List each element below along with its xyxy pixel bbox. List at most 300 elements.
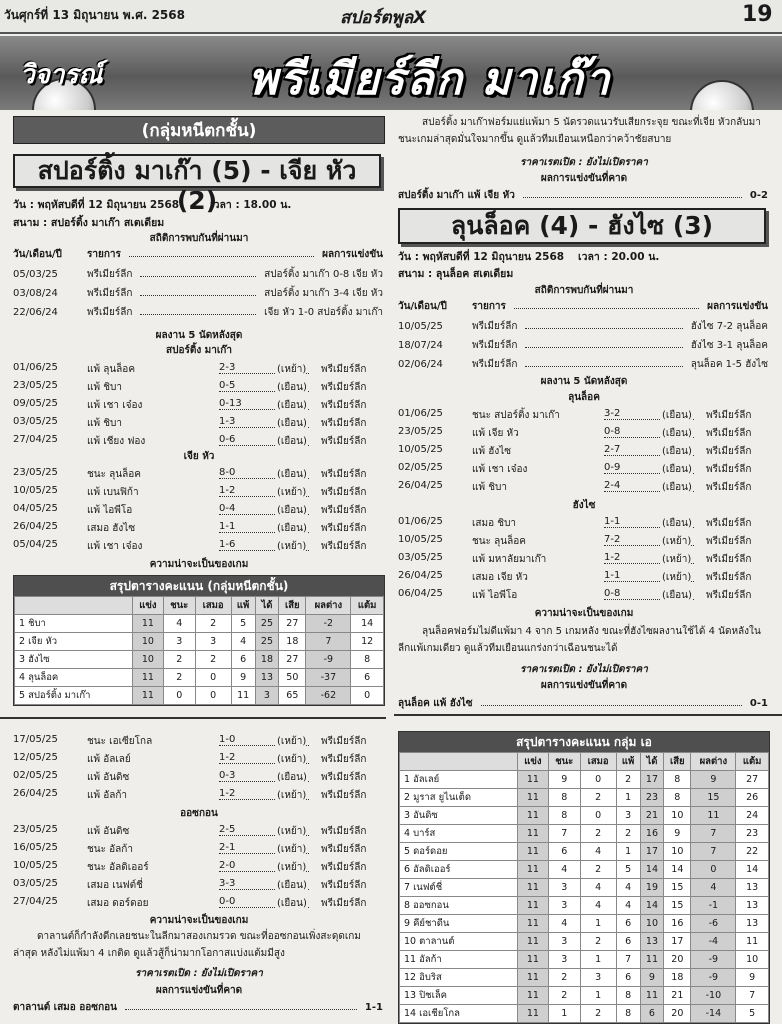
form-date: 10/05/25 xyxy=(398,444,443,455)
form-comp: พรีเมียร์ลีก xyxy=(706,590,752,601)
stat-cell: 0 xyxy=(691,861,736,879)
stat-cell: 10 xyxy=(640,915,664,933)
stat-cell: 12 xyxy=(351,633,384,651)
stat-cell: 1 xyxy=(580,987,616,1005)
form-opponent: แพ้ อันดิซ xyxy=(87,826,130,837)
form-comp: พรีเมียร์ลีก xyxy=(706,536,752,547)
stat-cell: 25 xyxy=(255,633,279,651)
form-date: 23/05/25 xyxy=(398,426,443,437)
form-venue: (เยือน) xyxy=(662,590,692,601)
team-cell: 4 บาร์ส xyxy=(400,825,518,843)
form-opponent: เสมอ ดอร์ดอย xyxy=(87,898,149,909)
column-header: แข่ง xyxy=(133,597,164,615)
intro-text: สปอร์ติ้ง มาเก๊าฟอร์มแย่แพ้มา 5 นัดรวดแนวรับเสียกระจุย ขณะที่เจีย หัวกลับมาชนะเกมล่าสุดมั่นใจมากขึ้น ดูแล้วทีมเยือนเหนือกว่าคว้าชัยสบาย xyxy=(398,117,761,145)
form-venue: (เยือน) xyxy=(277,772,307,783)
stat-cell: 2 xyxy=(163,669,195,687)
form-score: 0-9 xyxy=(604,462,694,474)
standings-relegation xyxy=(13,575,385,706)
stat-cell: 20 xyxy=(664,951,691,969)
stat-cell: 25 xyxy=(255,615,279,633)
h2h-title: สถิติการพบกันที่ผ่านมา xyxy=(149,233,249,244)
form-venue: (เยือน) xyxy=(277,898,307,909)
form-score: 2-4 xyxy=(604,480,694,492)
form-opponent: แพ้ ชิบา xyxy=(472,482,507,493)
header-comp: รายการ xyxy=(472,301,506,312)
stat-cell: 8 xyxy=(616,987,640,1005)
form-comp: พรีเมียร์ลีก xyxy=(321,505,367,516)
stat-cell: 2 xyxy=(580,1005,616,1023)
h2h-result: ลุนล็อค 1-5 ฮังไซ xyxy=(690,359,768,370)
form-score: 1-3 xyxy=(219,416,309,428)
form-comp: พรีเมียร์ลีก xyxy=(321,844,367,855)
form-comp: พรีเมียร์ลีก xyxy=(321,790,367,801)
form-venue: (เหย้า) xyxy=(277,862,307,873)
stat-cell: 2 xyxy=(548,969,580,987)
form-score: 1-2 xyxy=(604,552,694,564)
h2h-date: 05/03/25 xyxy=(13,269,58,280)
team-cell: 3 อันดิซ xyxy=(400,807,518,825)
table-row xyxy=(400,789,769,807)
stat-cell: 8 xyxy=(548,807,580,825)
lower-prediction xyxy=(13,1000,383,1015)
h2h-result: ฮังไซ 7-2 ลุนล็อค xyxy=(690,321,768,332)
form-comp: พรีเมียร์ลีก xyxy=(321,862,367,873)
stat-cell: 2 xyxy=(548,987,580,1005)
form-date: 12/05/25 xyxy=(13,752,58,763)
stat-cell: 11 xyxy=(736,933,769,951)
form-date: 03/05/25 xyxy=(13,878,58,889)
h2h-leader xyxy=(140,276,256,277)
team-cell: 11 อัลก้า xyxy=(400,951,518,969)
form-venue: (เยือน) xyxy=(277,418,307,429)
header-result: ผลการแข่งขัน xyxy=(707,301,768,312)
form-date: 01/06/25 xyxy=(398,408,443,419)
stat-cell: 27 xyxy=(279,651,306,669)
team-cell: 6 อัลดิเออร์ xyxy=(400,861,518,879)
form-venue: (เหย้า) xyxy=(277,541,307,552)
stat-cell: 11 xyxy=(231,687,255,705)
form-venue: (เยือน) xyxy=(662,518,692,529)
stat-cell: 1 xyxy=(616,843,640,861)
prediction-2 xyxy=(398,696,768,711)
stat-cell: 3 xyxy=(255,687,279,705)
match-time: เวลา : 18.00 น. xyxy=(210,199,292,211)
form-score: 3-3 xyxy=(219,878,309,890)
h2h-leader xyxy=(525,328,682,329)
team-cell: 5 สปอร์ติ้ง มาเก๊า xyxy=(15,687,133,705)
stat-cell: 24 xyxy=(736,807,769,825)
stat-cell: 65 xyxy=(279,687,306,705)
stat-cell: 11 xyxy=(518,771,549,789)
stat-cell: 3 xyxy=(195,633,231,651)
group-label: (กลุ่มหนีตกชั้น) xyxy=(13,116,385,144)
stat-cell: 15 xyxy=(691,789,736,807)
form-comp: พรีเมียร์ลีก xyxy=(321,487,367,498)
stat-cell: 6 xyxy=(231,651,255,669)
stat-cell: 10 xyxy=(664,843,691,861)
stat-cell: 27 xyxy=(279,615,306,633)
form-comp: พรีเมียร์ลีก xyxy=(706,446,752,457)
form-comp: พรีเมียร์ลีก xyxy=(706,518,752,529)
column-header xyxy=(15,597,133,615)
team-cell: 3 ฮังไซ xyxy=(15,651,133,669)
header-leader xyxy=(129,256,314,257)
form-comp: พรีเมียร์ลีก xyxy=(321,880,367,891)
form-opponent: แพ้ เชา เจ๋อง xyxy=(87,541,143,552)
stat-cell: 13 xyxy=(640,933,664,951)
odds-2: ราคาเรตเปิด : ยังไม่เปิดราคา xyxy=(520,664,648,675)
issue-date: วันศุกร์ที่ 13 มิถุนายน พ.ศ. 2568 xyxy=(4,8,185,22)
form-score: 2-3 xyxy=(219,362,309,374)
stat-cell: 11 xyxy=(518,861,549,879)
standings-caption: สรุปตารางคะแนน กลุ่ม เอ xyxy=(399,732,769,752)
stat-cell: 50 xyxy=(279,669,306,687)
form-venue: (เยือน) xyxy=(277,436,307,447)
form-date: 01/06/25 xyxy=(398,516,443,527)
team-cell: 1 อัลเลย์ xyxy=(400,771,518,789)
stat-cell: 4 xyxy=(616,897,640,915)
table-row xyxy=(400,915,769,933)
lower-odds: ราคาเรตเปิด : ยังไม่เปิดราคา xyxy=(135,968,263,979)
h2h-comp: พรีเมียร์ลีก xyxy=(87,307,133,318)
form-venue: (เยือน) xyxy=(662,410,692,421)
form-comp: พรีเมียร์ลีก xyxy=(706,464,752,475)
table-row xyxy=(400,933,769,951)
column-header: เสมอ xyxy=(580,753,616,771)
brand-logo: สปอร์ตพูลX xyxy=(340,8,427,28)
form-date: 17/05/25 xyxy=(13,734,58,745)
stat-cell: -1 xyxy=(691,897,736,915)
prediction-1 xyxy=(398,188,768,203)
stat-cell: 15 xyxy=(664,879,691,897)
stat-cell: 2 xyxy=(195,615,231,633)
match2-time: เวลา : 20.00 น. xyxy=(578,251,660,263)
stat-cell: 0 xyxy=(580,807,616,825)
stat-cell: 2 xyxy=(616,825,640,843)
r-prob-text: ลุนล็อคฟอร์มไม่ดีแพ้มา 4 จาก 5 เกมหลัง ขณะที่ฮังไซผลงานใช้ได้ 4 นัดหลังในลีกแพ้เกมเดียว ดูแล้วทีมเยือนแกร่งกว่าเฉือนชนะได้ xyxy=(398,626,761,654)
h2h-leader xyxy=(525,347,682,348)
form-score: 0-13 xyxy=(219,398,309,410)
form-comp: พรีเมียร์ลีก xyxy=(321,469,367,480)
team-cell: 7 เนฟต์ชี่ xyxy=(400,879,518,897)
form-comp: พรีเมียร์ลีก xyxy=(321,382,367,393)
prediction-score: 0-1 xyxy=(749,698,768,709)
form-opponent: ชนะ อัลก้า xyxy=(87,844,133,855)
form-date: 05/04/25 xyxy=(13,539,58,550)
table-row xyxy=(400,951,769,969)
stat-cell: 9 xyxy=(691,771,736,789)
form-date: 26/04/25 xyxy=(398,480,443,491)
stat-cell: 11 xyxy=(518,969,549,987)
form-score: 0-6 xyxy=(219,434,309,446)
stat-cell: 16 xyxy=(664,915,691,933)
stat-cell: 3 xyxy=(548,879,580,897)
stat-cell: -6 xyxy=(691,915,736,933)
stat-cell: 19 xyxy=(640,879,664,897)
pred-title-2: ผลการแข่งขันที่คาด xyxy=(540,680,628,691)
stat-cell: 17 xyxy=(640,843,664,861)
h2h-result: เจีย หัว 1-0 สปอร์ติ้ง มาเก๊า xyxy=(264,307,383,318)
stat-cell: 13 xyxy=(736,879,769,897)
stat-cell: 2 xyxy=(580,861,616,879)
stat-cell: 1 xyxy=(580,951,616,969)
prediction-score: 1-1 xyxy=(364,1002,383,1013)
column-header: เสมอ xyxy=(195,597,231,615)
form-opponent: แพ้ ฮังไซ xyxy=(472,446,512,457)
form-date: 01/06/25 xyxy=(13,362,58,373)
stat-cell: -37 xyxy=(306,669,351,687)
form-comp: พรีเมียร์ลีก xyxy=(706,428,752,439)
stat-cell: 18 xyxy=(279,633,306,651)
form-comp: พรีเมียร์ลีก xyxy=(321,826,367,837)
h2h-comp: พรีเมียร์ลีก xyxy=(87,288,133,299)
form-opponent: แพ้ ไอพีโอ xyxy=(472,590,518,601)
form-opponent: ชนะ ลุนล็อค xyxy=(472,536,526,547)
prob-title: ความน่าจะเป็นของเกม xyxy=(149,559,249,570)
stat-cell: 21 xyxy=(664,987,691,1005)
form-venue: (เยือน) xyxy=(662,428,692,439)
form-score: 0-8 xyxy=(604,588,694,600)
stat-cell: 6 xyxy=(616,969,640,987)
form-opponent: แพ้ อัลก้า xyxy=(87,790,128,801)
form-opponent: ชนะ สปอร์ติ้ง มาเก๊า xyxy=(472,410,560,421)
form-score: 1-1 xyxy=(604,570,694,582)
form-venue: (เหย้า) xyxy=(277,790,307,801)
team-cell: 4 ลุนล็อค xyxy=(15,669,133,687)
form-comp: พรีเมียร์ลีก xyxy=(706,572,752,583)
stat-cell: 9 xyxy=(664,825,691,843)
form-date: 16/05/25 xyxy=(13,842,58,853)
form-opponent: เสมอ เจีย หัว xyxy=(472,572,528,583)
form-venue: (เหย้า) xyxy=(277,826,307,837)
form-date: 26/04/25 xyxy=(13,521,58,532)
stat-cell: 18 xyxy=(255,651,279,669)
stat-cell: 9 xyxy=(736,969,769,987)
form-score: 1-2 xyxy=(219,788,309,800)
form-comp: พรีเมียร์ลีก xyxy=(321,541,367,552)
form-venue: (เหย้า) xyxy=(277,487,307,498)
h2h-leader xyxy=(140,295,256,296)
form-venue: (เยือน) xyxy=(277,400,307,411)
prediction-text: ตาลานต์ เสมอ ออซกอน xyxy=(13,1002,117,1013)
form-venue: (เยือน) xyxy=(662,464,692,475)
h2h-leader xyxy=(525,366,682,367)
table-row xyxy=(400,897,769,915)
stat-cell: 4 xyxy=(580,879,616,897)
stat-cell: 2 xyxy=(163,651,195,669)
form-score: 8-0 xyxy=(219,467,309,479)
team-cell: 1 ชิบา xyxy=(15,615,133,633)
stat-cell: 6 xyxy=(640,1005,664,1023)
stat-cell: 11 xyxy=(640,987,664,1005)
form-comp: พรีเมียร์ลีก xyxy=(706,410,752,421)
column-header: ชนะ xyxy=(163,597,195,615)
lower-prob-title: ความน่าจะเป็นของเกม xyxy=(149,915,249,926)
form-opponent: แพ้ เจีย หัว xyxy=(472,428,519,439)
stat-cell: 4 xyxy=(580,897,616,915)
page-number: 19 xyxy=(742,2,773,27)
match2-venue: สนาม : ลุนล็อค สเตเดียม xyxy=(398,268,514,280)
table-row xyxy=(400,843,769,861)
table-row xyxy=(400,861,769,879)
column-header: แข่ง xyxy=(518,753,549,771)
h2h-date: 18/07/24 xyxy=(398,340,443,351)
stat-cell: 0 xyxy=(195,669,231,687)
form-date: 10/05/25 xyxy=(13,860,58,871)
header-comp: รายการ xyxy=(87,249,121,260)
form-score: 0-8 xyxy=(604,426,694,438)
lower-pred-title: ผลการแข่งขันที่คาด xyxy=(155,985,243,996)
stat-cell: -4 xyxy=(691,933,736,951)
team-cell: 14 เอเชียโกล xyxy=(400,1005,518,1023)
form-opponent: แพ้ เชา เจ๋อง xyxy=(472,464,528,475)
stat-cell: 10 xyxy=(736,951,769,969)
stat-cell: -2 xyxy=(306,615,351,633)
standings-caption: สรุปตารางคะแนน (กลุ่มหนีตกชั้น) xyxy=(14,576,384,596)
form-comp: พรีเมียร์ลีก xyxy=(321,400,367,411)
stat-cell: 4 xyxy=(231,633,255,651)
form-venue: (เยือน) xyxy=(277,523,307,534)
column-header: แพ้ xyxy=(616,753,640,771)
h2h-comp: พรีเมียร์ลีก xyxy=(472,340,518,351)
stat-cell: 4 xyxy=(548,861,580,879)
stat-cell: 0 xyxy=(163,687,195,705)
stat-cell: 11 xyxy=(518,987,549,1005)
stat-cell: 9 xyxy=(548,771,580,789)
h2h-header xyxy=(13,247,383,262)
stat-cell: 27 xyxy=(736,771,769,789)
h2h-row xyxy=(13,286,383,301)
team-cell: 10 ตาลานต์ xyxy=(400,933,518,951)
stat-cell: 13 xyxy=(255,669,279,687)
h2h-result: สปอร์ติ้ง มาเก๊า 3-4 เจีย หัว xyxy=(264,288,383,299)
stat-cell: -9 xyxy=(306,651,351,669)
form-venue: (เยือน) xyxy=(662,482,692,493)
form-opponent: ชนะ เอเซียโกล xyxy=(87,736,153,747)
form-comp: พรีเมียร์ลีก xyxy=(706,482,752,493)
banner-title: พรีเมียร์ลีก มาเก๊า xyxy=(248,54,612,105)
form-score: 1-1 xyxy=(219,521,309,533)
form-title: ผลงาน 5 นัดหลังสุด xyxy=(155,330,243,341)
table-row xyxy=(400,879,769,897)
stat-cell: 4 xyxy=(548,915,580,933)
stat-cell: 11 xyxy=(133,615,164,633)
form-opponent: เสมอ เนฟต์ชี่ xyxy=(87,880,143,891)
table-row xyxy=(15,633,384,651)
stat-cell: 8 xyxy=(616,1005,640,1023)
lower-team2-name: ออซกอน xyxy=(180,808,218,819)
table-row xyxy=(15,615,384,633)
stat-cell: 26 xyxy=(736,789,769,807)
form-date: 06/04/25 xyxy=(398,588,443,599)
form-venue: (เยือน) xyxy=(277,382,307,393)
stat-cell: 14 xyxy=(351,615,384,633)
form-date: 04/05/25 xyxy=(13,503,58,514)
form-opponent: แพ้ ลุนล็อค xyxy=(87,364,136,375)
table-row xyxy=(400,807,769,825)
form-venue: (เหย้า) xyxy=(662,572,692,583)
form-date: 09/05/25 xyxy=(13,398,58,409)
stat-cell: 7 xyxy=(691,843,736,861)
form-comp: พรีเมียร์ลีก xyxy=(321,418,367,429)
h2h-date: 10/05/25 xyxy=(398,321,443,332)
match-venue: สนาม : สปอร์ติ้ง มาเก๊า สเตเดียม xyxy=(13,217,165,229)
form-opponent: แพ้ ชิบา xyxy=(87,418,122,429)
r-prob-title: ความน่าจะเป็นของเกม xyxy=(534,608,634,619)
h2h-leader xyxy=(140,314,256,315)
h2h-result: ฮังไซ 3-1 ลุนล็อค xyxy=(690,340,768,351)
stat-cell: 13 xyxy=(736,915,769,933)
team-cell: 9 คีย์ชาดีน xyxy=(400,915,518,933)
stat-cell: 2 xyxy=(580,933,616,951)
stat-cell: 2 xyxy=(580,789,616,807)
h2h-date: 22/06/24 xyxy=(13,307,58,318)
form-score: 2-7 xyxy=(604,444,694,456)
form-date: 27/04/25 xyxy=(13,434,58,445)
team-cell: 13 ปิชเล็ค xyxy=(400,987,518,1005)
stat-cell: 14 xyxy=(640,897,664,915)
form-opponent: แพ้ เบนฟิก้า xyxy=(87,487,139,498)
h2h-row xyxy=(398,357,768,372)
form-venue: (เหย้า) xyxy=(277,364,307,375)
form-venue: (เหย้า) xyxy=(277,844,307,855)
team-cell: 2 มูราส ยูไนเต็ด xyxy=(400,789,518,807)
match2-date: วัน : พฤหัสบดีที่ 12 มิถุนายน 2568 xyxy=(398,251,565,263)
form-venue: (เยือน) xyxy=(662,446,692,457)
form-score: 0-3 xyxy=(219,770,309,782)
form-date: 10/05/25 xyxy=(398,534,443,545)
stat-cell: 2 xyxy=(580,825,616,843)
form-date: 26/04/25 xyxy=(13,788,58,799)
form-comp: พรีเมียร์ลีก xyxy=(321,436,367,447)
stat-cell: 6 xyxy=(548,843,580,861)
stat-cell: 23 xyxy=(736,825,769,843)
stat-cell: 11 xyxy=(518,897,549,915)
stat-cell: 14 xyxy=(640,861,664,879)
stat-cell: -62 xyxy=(306,687,351,705)
stat-cell: 0 xyxy=(580,771,616,789)
h2h-comp: พรีเมียร์ลีก xyxy=(472,321,518,332)
match-title: สปอร์ติ้ง มาเก๊า (5) - เจีย หัว (2) xyxy=(13,154,381,188)
stat-cell: 9 xyxy=(231,669,255,687)
stat-cell: -9 xyxy=(691,951,736,969)
form-date: 03/05/25 xyxy=(398,552,443,563)
form-opponent: ชนะ ลุนล็อค xyxy=(87,469,141,480)
stat-cell: 10 xyxy=(133,651,164,669)
stat-cell: 4 xyxy=(580,843,616,861)
form-venue: (เยือน) xyxy=(277,880,307,891)
stat-cell: 14 xyxy=(664,861,691,879)
form-date: 03/05/25 xyxy=(13,416,58,427)
form-score: 1-2 xyxy=(219,485,309,497)
form-opponent: เสมอ ชิบา xyxy=(472,518,517,529)
form-opponent: แพ้ ชิบา xyxy=(87,382,122,393)
stat-cell: 16 xyxy=(640,825,664,843)
form-venue: (เหย้า) xyxy=(662,536,692,547)
stat-cell: 7 xyxy=(548,825,580,843)
stat-cell: -9 xyxy=(691,969,736,987)
pred-title-1: ผลการแข่งขันที่คาด xyxy=(540,173,628,184)
column-header: แพ้ xyxy=(231,597,255,615)
form-venue: (เหย้า) xyxy=(277,736,307,747)
column-header: แต้ม xyxy=(736,753,769,771)
form-score: 2-5 xyxy=(219,824,309,836)
prediction-score: 0-2 xyxy=(749,190,768,201)
stat-cell: -10 xyxy=(691,987,736,1005)
h2h-comp: พรีเมียร์ลีก xyxy=(472,359,518,370)
h2h-result: สปอร์ติ้ง มาเก๊า 0-8 เจีย หัว xyxy=(264,269,383,280)
lower-prob-text: ดาลานต์ก็กำลังดีกเลยชนะในลีกมาสองเกมรวด ขณะที่ออซกอนเพิ่งสะดุดเกมล่าสุด หลังไม่แพ้มา 4 เกติด ดูแล้วสู้ก็น่ามากโอกาสแบ่งแต้มมีสูง xyxy=(13,931,361,959)
